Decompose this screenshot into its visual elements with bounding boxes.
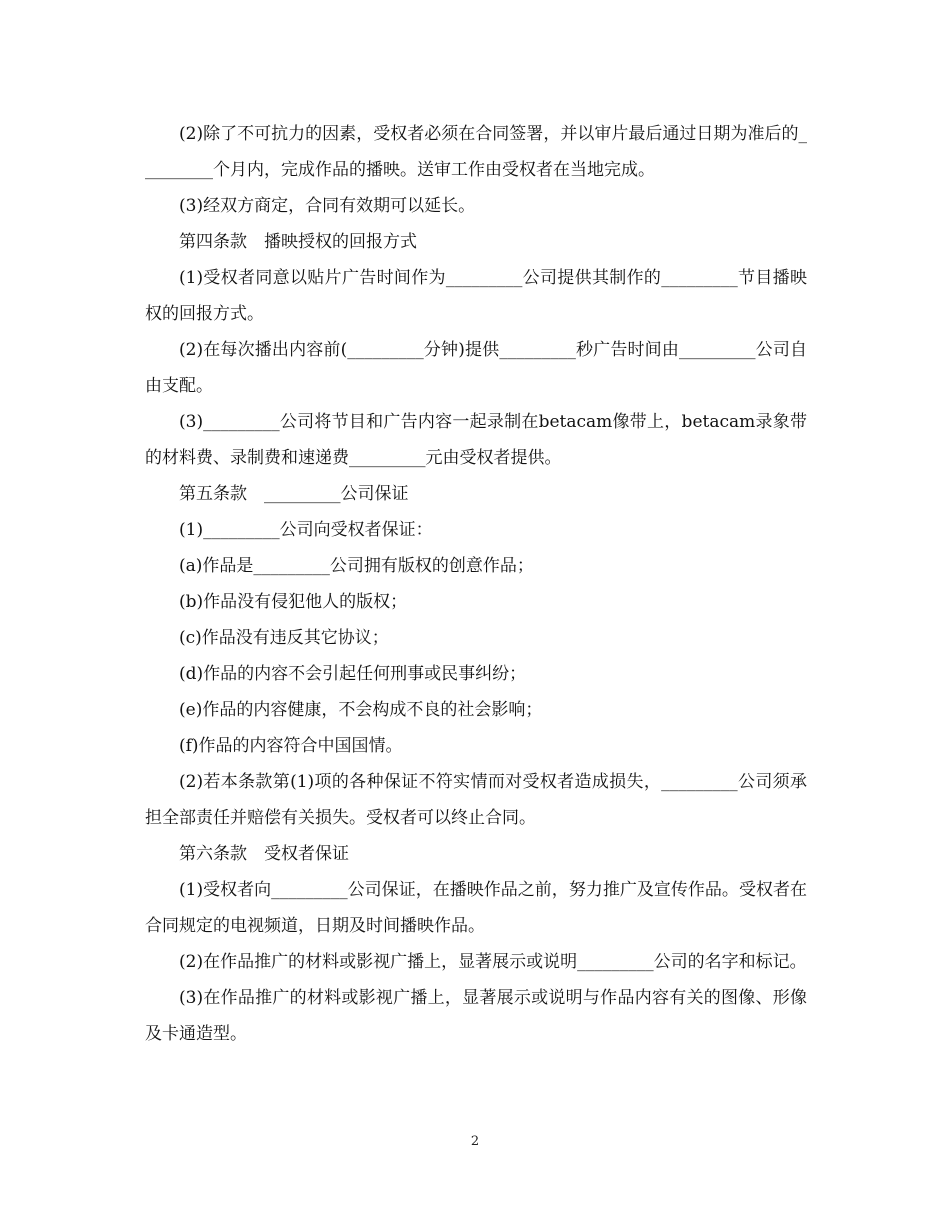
paragraph: (2)在作品推广的材料或影视广播上，显著展示或说明_________公司的名字和标记。 xyxy=(179,952,807,972)
section-heading: 第六条款 受权者保证 xyxy=(179,844,349,864)
list-item: (b)作品没有侵犯他人的版权； xyxy=(179,592,408,612)
page-number: 2 xyxy=(470,1134,480,1149)
list-item: (c)作品没有违反其它协议； xyxy=(179,628,389,648)
section-heading: 第五条款 _________公司保证 xyxy=(179,484,409,504)
list-item: (f)作品的内容符合中国国情。 xyxy=(179,736,403,756)
document-body xyxy=(145,116,807,1052)
paragraph: (3)_________公司将节目和广告内容一起录制在betacam像带上，betacam录象带的材料费、录制费和速递费_________元由受权者提供。 xyxy=(145,412,807,468)
list-item: (a)作品是_________公司拥有版权的创意作品； xyxy=(179,556,534,576)
paragraph: (2)除了不可抗力的因素，受权者必须在合同签署，并以审片最后通过日期为准后的_________个月内，完成作品的播映。送审工作由受权者在当地完成。 xyxy=(145,124,807,180)
paragraph: (3)经双方商定，合同有效期可以延长。 xyxy=(179,196,476,216)
list-item: (e)作品的内容健康，不会构成不良的社会影响； xyxy=(179,700,543,720)
list-item: (d)作品的内容不会引起任何刑事或民事纠纷； xyxy=(179,664,527,684)
paragraph: (2)若本条款第(1)项的各种保证不符实情而对受权者造成损失，_________公司须承担全部责任并赔偿有关损失。受权者可以终止合同。 xyxy=(145,772,807,828)
section-heading: 第四条款 播映授权的回报方式 xyxy=(179,232,417,252)
paragraph: (1)受权者同意以贴片广告时间作为_________公司提供其制作的_________节目播映权的回报方式。 xyxy=(145,268,807,324)
paragraph: (1)受权者向_________公司保证，在播映作品之前，努力推广及宣传作品。受权者在合同规定的电视频道，日期及时间播映作品。 xyxy=(145,880,807,936)
paragraph: (3)在作品推广的材料或影视广播上，显著展示或说明与作品内容有关的图像、形像及卡通造型。 xyxy=(145,988,807,1044)
paragraph: (2)在每次播出内容前(_________分钟)提供_________秒广告时间由_________公司自由支配。 xyxy=(145,340,807,396)
paragraph: (1)_________公司向受权者保证： xyxy=(179,520,433,540)
